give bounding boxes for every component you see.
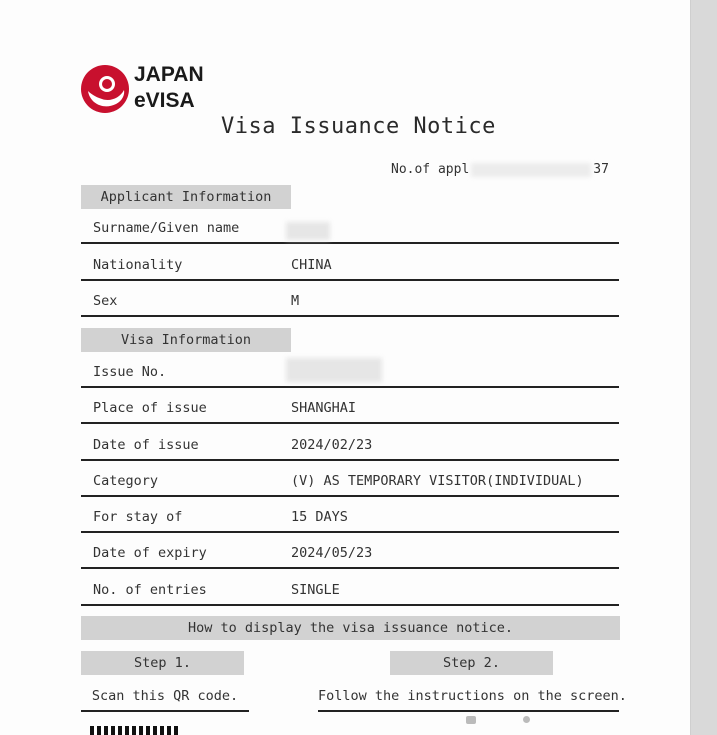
row-label: Date of expiry — [93, 545, 207, 561]
row-label: Category — [93, 473, 159, 489]
row-value: 2024/02/23 — [291, 437, 373, 453]
row-nationality — [81, 249, 619, 281]
row-value: SINGLE — [291, 582, 340, 598]
row-value: CHINA — [291, 257, 332, 273]
row-place-of-issue — [81, 392, 619, 424]
small-icon — [523, 716, 530, 723]
row-label: Sex — [93, 293, 118, 309]
japan-evisa-logo — [80, 62, 220, 118]
step1-text: Scan this QR code. — [81, 688, 249, 712]
logo-text — [134, 62, 204, 114]
application-number — [391, 162, 609, 177]
row-sex — [81, 285, 619, 317]
row-label: No. of entries — [93, 582, 207, 598]
logo-line-japan: JAPAN — [134, 63, 204, 86]
row-category — [81, 465, 619, 497]
small-icon — [466, 716, 476, 724]
row-surname — [81, 212, 619, 244]
redacted-issue-no — [286, 358, 382, 382]
row-date-of-expiry — [81, 537, 619, 569]
row-date-of-issue — [81, 429, 619, 461]
row-issue-no — [81, 356, 619, 388]
row-value: 15 DAYS — [291, 509, 348, 525]
row-label: Place of issue — [93, 400, 207, 416]
row-value: 2024/05/23 — [291, 545, 373, 561]
row-value: (V) AS TEMPORARY VISITOR(INDIVIDUAL) — [291, 473, 584, 489]
howto-heading: How to display the visa issuance notice. — [81, 616, 620, 640]
row-label: Nationality — [93, 257, 183, 273]
row-label: Issue No. — [93, 364, 167, 380]
row-value: M — [291, 293, 300, 309]
row-label: For stay of — [93, 509, 183, 525]
row-label: Surname/Given name — [93, 220, 240, 236]
row-value: SHANGHAI — [291, 400, 357, 416]
application-number-redaction — [471, 163, 591, 177]
row-entries — [81, 574, 619, 606]
row-stay — [81, 501, 619, 533]
logo-line-evisa: eVISA — [134, 89, 195, 112]
visa-info-heading: Visa Information — [81, 328, 291, 352]
row-label: Date of issue — [93, 437, 199, 453]
japan-evisa-logo-icon — [80, 64, 130, 114]
step1-label: Step 1. — [81, 651, 244, 675]
step2-text: Follow the instructions on the screen. — [318, 688, 619, 712]
page-title: Visa Issuance Notice — [221, 114, 496, 139]
qr-code — [90, 726, 180, 735]
application-number-label: No.of appl — [391, 162, 470, 177]
application-number-suffix: 37 — [593, 162, 609, 177]
redacted-name — [286, 222, 330, 240]
step2-label: Step 2. — [390, 651, 553, 675]
applicant-info-heading: Applicant Information — [81, 185, 291, 209]
